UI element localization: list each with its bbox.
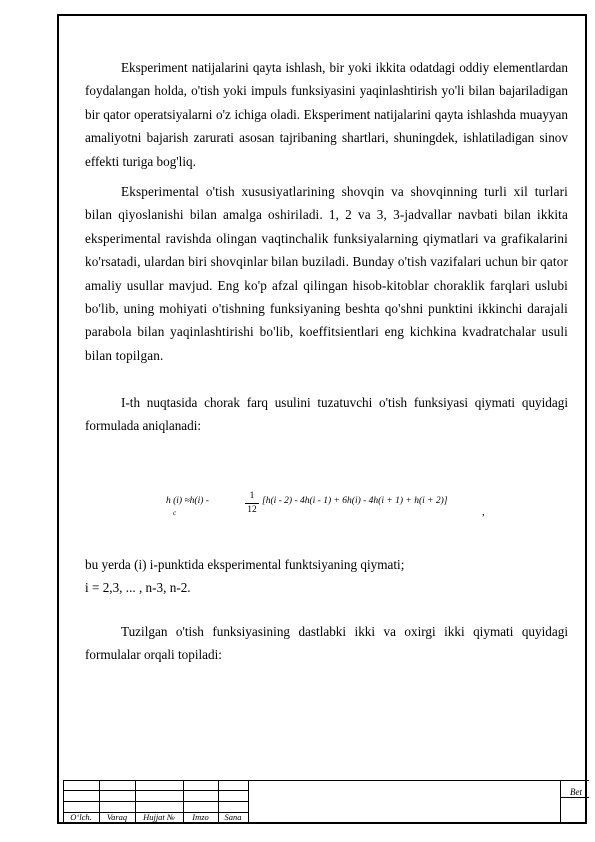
formula-rhs: [h(i - 2) - 4h(i - 1) + 6h(i) - 4h(i + 1) + h(i + 2)] [262, 496, 448, 506]
stamp-label-bet: Bet [570, 787, 582, 797]
stamp-vline-6 [560, 780, 561, 824]
paragraph-2 [85, 180, 568, 367]
stamp-row-line-1 [63, 790, 248, 791]
paragraph-5 [85, 620, 568, 667]
paragraph-3-text: I-th nuqtasida chorak farq usulini tuzatuvchi o'tish funksiyasi qiymati quyidagi formulada aniqlanadi: [85, 395, 568, 434]
formula-lhs-subscript: c [173, 509, 177, 517]
paragraph-4-line-1: bu yerda (i) i-punktida eksperimental funktsiyaning qiymati; [85, 557, 405, 572]
stamp-label-olch: O‘lch. [70, 812, 92, 822]
paragraph-1-text: Eksperiment natijalarini qayta ishlash, bir yoki ikkita odatdagi oddiy elementlardan foydalangan holda, o'tish yoki impuls funksiyasini yaqinlashtirish yo'li bilan bajariladigan bir qator operatsiyalarni o'z ichiga oladi. Eksperiment natijalarini qayta ishlashda muayyan amaliyotni bajarish zarurati asosan tajribaning shartlari, shuningdek, ishlatiladigan sinov effekti turiga bog'liq. [85, 60, 568, 169]
stamp-bet-line [560, 797, 589, 798]
paragraph-3 [85, 391, 568, 438]
formula-lhs: h (i) ≈h(i) - [166, 496, 209, 506]
formula [166, 490, 496, 524]
paragraph-4 [85, 553, 568, 600]
formula-fraction-denominator: 12 [247, 505, 257, 515]
formula-fraction [245, 490, 259, 517]
stamp-label-hujjat: Hujjat № [143, 812, 175, 822]
stamp-row-line-2 [63, 801, 248, 802]
paragraph-5-text: Tuzilgan o'tish funksiyasining dastlabki ikki va oxirgi ikki qiymati quyidagi formulalar orqali topiladi: [85, 624, 568, 663]
title-block [63, 780, 589, 824]
paragraph-4-line-2: i = 2,3, ... , n-3, n-2. [85, 580, 191, 596]
paragraph-1 [85, 56, 568, 173]
stamp-label-imzo: Imzo [192, 812, 209, 822]
paragraph-2-text: Eksperimental o'tish xususiyatlarining shovqin va shovqinning turli xil turlari bilan qiyoslanishi bilan amalga oshiriladi. 1, 2 va 3, 3-jadvallar navbati bilan ikkita eksperimental ravishda olingan vaqtinchalik funksiyalarning qiymatlari va grafikalarini ko'rsatadi, ulardan biri shovqinlar bilan buziladi. Bunday o'tish vazifalari uchun bir qator amaliy usullar mavjud. Eng ko'p afzal qilingan hisob-kitoblar choraklik farqlari uslubi bo'lib, uning mohiyati o'tishning funksiyaning beshta qo'shni punktini ikkinchi darajali parabola bilan yaqinlashtirishi bo'lib, koeffitsientlari eng kichkina kvadratchalar usuli bilan topilgan. [85, 184, 568, 363]
stamp-label-sana: Sana [224, 812, 242, 822]
formula-comma: , [482, 506, 485, 518]
formula-fraction-numerator: 1 [245, 490, 259, 504]
stamp-vline-5 [248, 780, 249, 824]
stamp-label-varaq: Varaq [106, 812, 128, 822]
stamp-top-line [63, 780, 589, 781]
